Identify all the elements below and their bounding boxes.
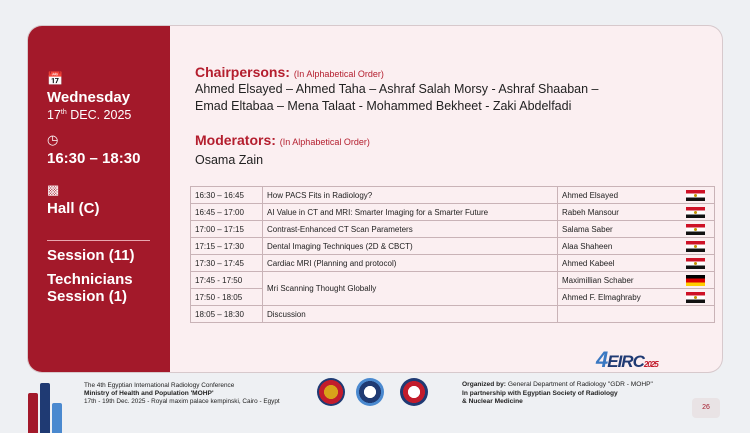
page-number: 26 (692, 398, 720, 418)
egypt-flag-icon (686, 207, 705, 218)
talk-time: 16:45 – 17:00 (191, 204, 263, 221)
talk-title: Mri Scanning Thought Globally (263, 272, 558, 306)
moderators-names: Osama Zain (195, 153, 264, 167)
session-type: Technicians Session (1) (47, 271, 133, 305)
talk-time: 17:15 – 17:30 (191, 238, 263, 255)
session-slide (28, 26, 722, 372)
calendar-icon: 📅 (47, 71, 64, 86)
table-row (191, 255, 715, 272)
radiology-department-logo-icon (356, 378, 384, 406)
conference-bars-logo (28, 380, 72, 433)
table-row (191, 187, 715, 204)
session-date: 17th DEC. 2025 (47, 108, 132, 122)
talk-title: Dental Imaging Techniques (2D & CBCT) (263, 238, 558, 255)
organizer-info: Organized by: General Department of Radiology "GDR - MOHP" In partnership with Egyptian Society of Radiology & Nuclear Medicine (462, 381, 653, 405)
talk-title: AI Value in CT and MRI: Smarter Imaging for a Smarter Future (263, 204, 558, 221)
session-hall: Hall (C) (47, 200, 100, 217)
talk-time: 17:45 - 17:50 (191, 272, 263, 289)
talk-time: 17:50 - 18:05 (191, 289, 263, 306)
clock-icon: ◷ (47, 132, 59, 147)
talk-speaker: Rabeh Mansour (558, 204, 677, 221)
egypt-flag-icon (686, 292, 705, 303)
session-day: Wednesday (47, 89, 131, 106)
schedule-table (190, 186, 715, 323)
eirc-logo: 4EIRC2025 (596, 347, 658, 372)
conference-info: The 4th Egyptian International Radiology Conference Ministry of Health and Population 'MOHP' 17th - 19th Dec. 2025 - Royal maxim palace kempinski, Cairo - Egypt (84, 382, 280, 405)
session-time: 16:30 – 18:30 (47, 150, 141, 167)
egypt-flag-icon (686, 258, 705, 269)
talk-title: Cardiac MRI (Planning and protocol) (263, 255, 558, 272)
sidebar-divider (47, 240, 150, 241)
talk-title: Discussion (263, 306, 558, 323)
chairpersons-names: Ahmed Elsayed – Ahmed Taha – Ashraf Salah Morsy - Ashraf Shaaban – Emad Eltabaa – Mena Talaat - Mohammed Bekheet - Zaki Abdelfadi (195, 82, 599, 113)
talk-title: How PACS Fits in Radiology? (263, 187, 558, 204)
chairpersons-heading: Chairpersons: (In Alphabetical Order) (195, 64, 384, 80)
building-icon: ▩ (47, 182, 60, 197)
ministry-emblem-icon (317, 378, 345, 406)
table-row (191, 306, 715, 323)
talk-speaker: Salama Saber (558, 221, 677, 238)
talk-title: Contrast-Enhanced CT Scan Parameters (263, 221, 558, 238)
talk-speaker: Ahmed Elsayed (558, 187, 677, 204)
talk-speaker: Alaa Shaheen (558, 238, 677, 255)
moderators-heading: Moderators: (In Alphabetical Order) (195, 132, 370, 148)
table-row (191, 204, 715, 221)
egypt-flag-icon (686, 190, 705, 201)
table-row (191, 238, 715, 255)
session-number: Session (11) (47, 247, 135, 264)
talk-time: 17:00 – 17:15 (191, 221, 263, 238)
egypt-flag-icon (686, 224, 705, 235)
talk-time: 16:30 – 16:45 (191, 187, 263, 204)
session-sidebar (28, 26, 170, 372)
society-logo-icon (400, 378, 428, 406)
talk-speaker: Maximillian Schaber (558, 272, 677, 289)
talk-time: 18:05 – 18:30 (191, 306, 263, 323)
talk-speaker: Ahmed Kabeel (558, 255, 677, 272)
talk-time: 17:30 – 17:45 (191, 255, 263, 272)
germany-flag-icon (686, 275, 705, 286)
table-row (191, 221, 715, 238)
table-row (191, 272, 715, 289)
talk-speaker: Ahmed F. Elmaghraby (558, 289, 677, 306)
egypt-flag-icon (686, 241, 705, 252)
